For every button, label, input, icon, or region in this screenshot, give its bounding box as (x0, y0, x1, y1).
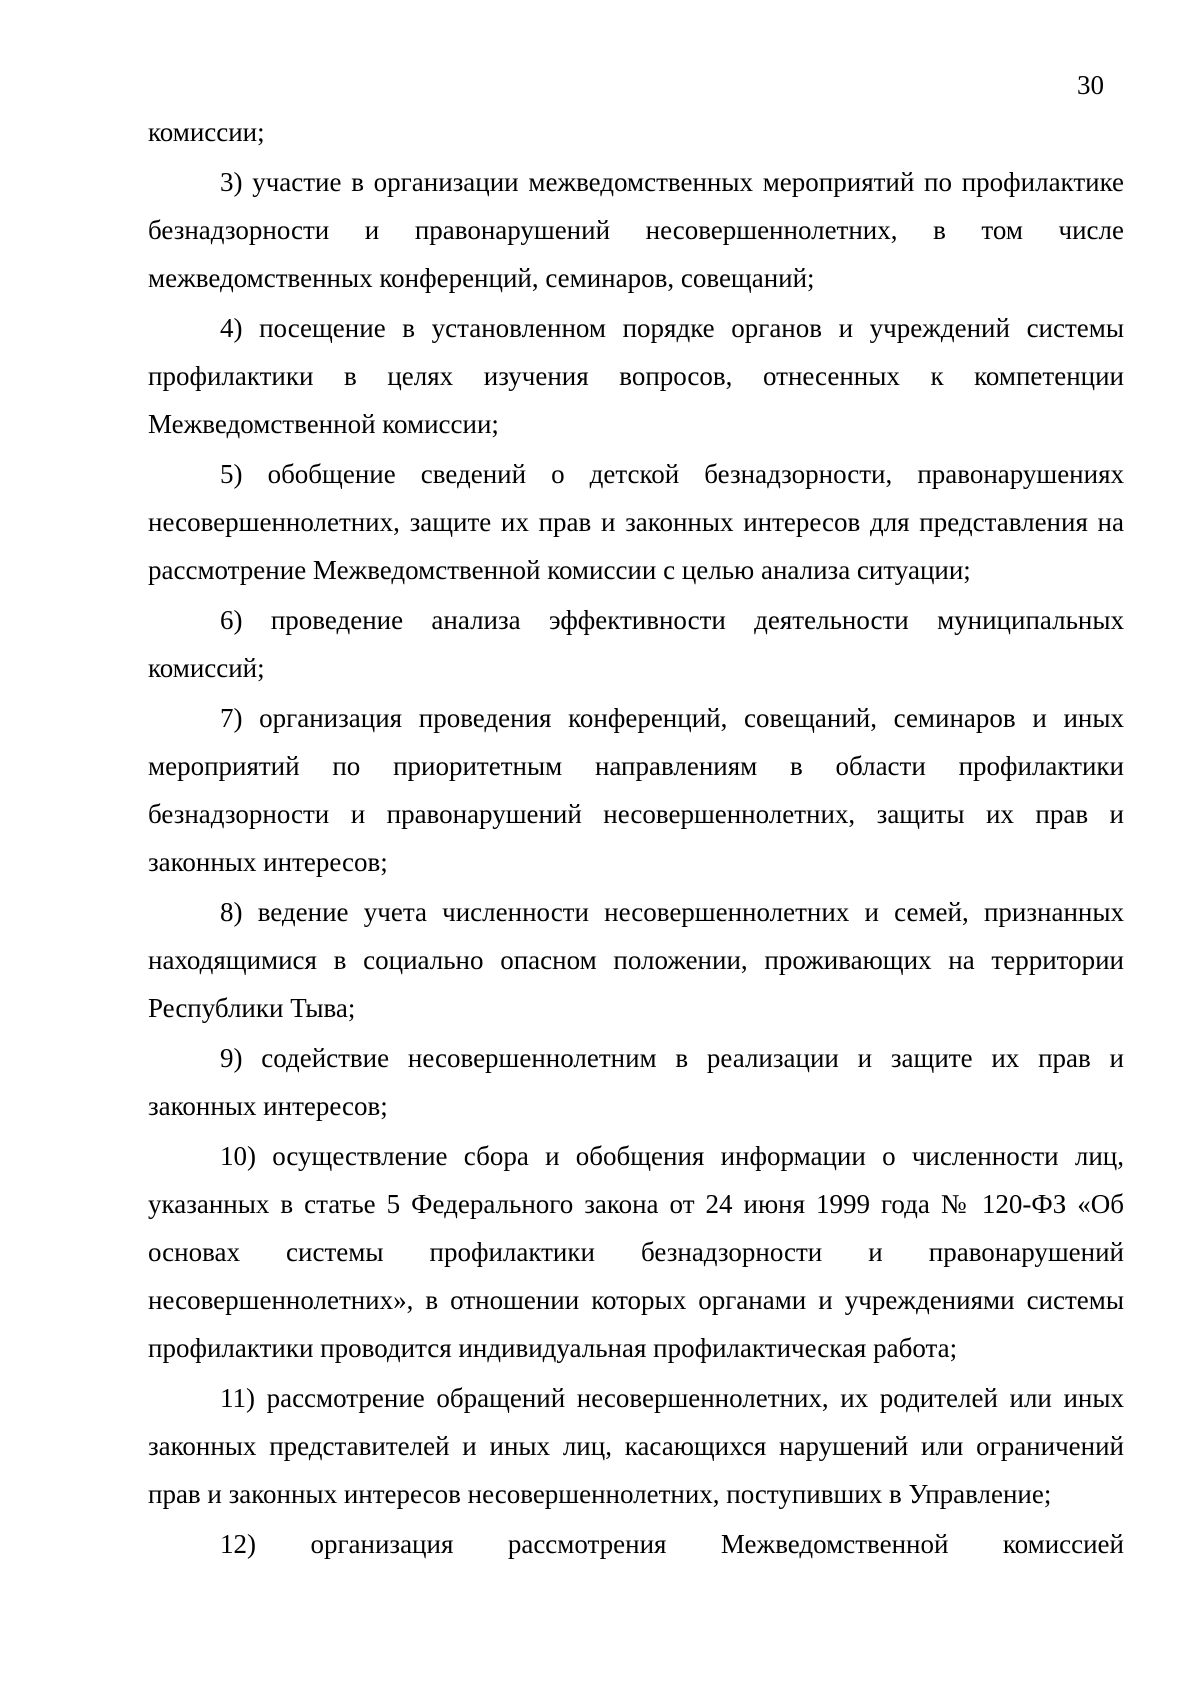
list-item-4: 4) посещение в установленном порядке органов и учреждений системы профилактики в целях изучения вопросов, отнесенных к компетенции Межведомственной комиссии; (148, 313, 1124, 439)
list-item-7: 7) организация проведения конференций, совещаний, семинаров и иных мероприятий по приоритетным направлениям в области профилактики безнадзорности и правонарушений несовершеннолетних, защиты их прав и законных интересов; (148, 703, 1124, 877)
list-item-9: 9) содействие несовершеннолетним в реализации и защите их прав и законных интересов; (148, 1043, 1124, 1121)
paragraph-continuation: комиссии; (148, 117, 265, 147)
list-item-11: 11) рассмотрение обращений несовершеннолетних, их родителей или иных законных представителей и иных лиц, касающихся нарушений или ограничений прав и законных интересов несовершеннолетних, поступивших в Управление; (148, 1383, 1124, 1509)
list-item-5: 5) обобщение сведений о детской безнадзорности, правонарушениях несовершеннолетних, защите их прав и законных интересов для представления на рассмотрение Межведомственной комиссии с целью анализа ситуации; (148, 459, 1124, 585)
page-number: 30 (1077, 70, 1104, 100)
document-body (148, 108, 1124, 1570)
list-item-12: 12) организация рассмотрения Межведомственной комиссией (220, 1529, 1124, 1559)
list-item-10: 10) осуществление сбора и обобщения информации о численности лиц, указанных в статье 5 Федерального закона от 24 июня 1999 года № 120-ФЗ «Об основах системы профилактики безнадзорности и правонарушений несовершеннолетних», в отношении которых органами и учреждениями системы профилактики проводится индивидуальная профилактическая работа; (148, 1141, 1124, 1363)
list-item-3: 3) участие в организации межведомственных мероприятий по профилактике безнадзорности и правонарушений несовершеннолетних, в том числе межведомственных конференций, семинаров, совещаний; (148, 167, 1124, 293)
list-item-8: 8) ведение учета численности несовершеннолетних и семей, признанных находящимися в социально опасном положении, проживающих на территории Республики Тыва; (148, 897, 1124, 1023)
list-item-6: 6) проведение анализа эффективности деятельности муниципальных комиссий; (148, 605, 1124, 683)
